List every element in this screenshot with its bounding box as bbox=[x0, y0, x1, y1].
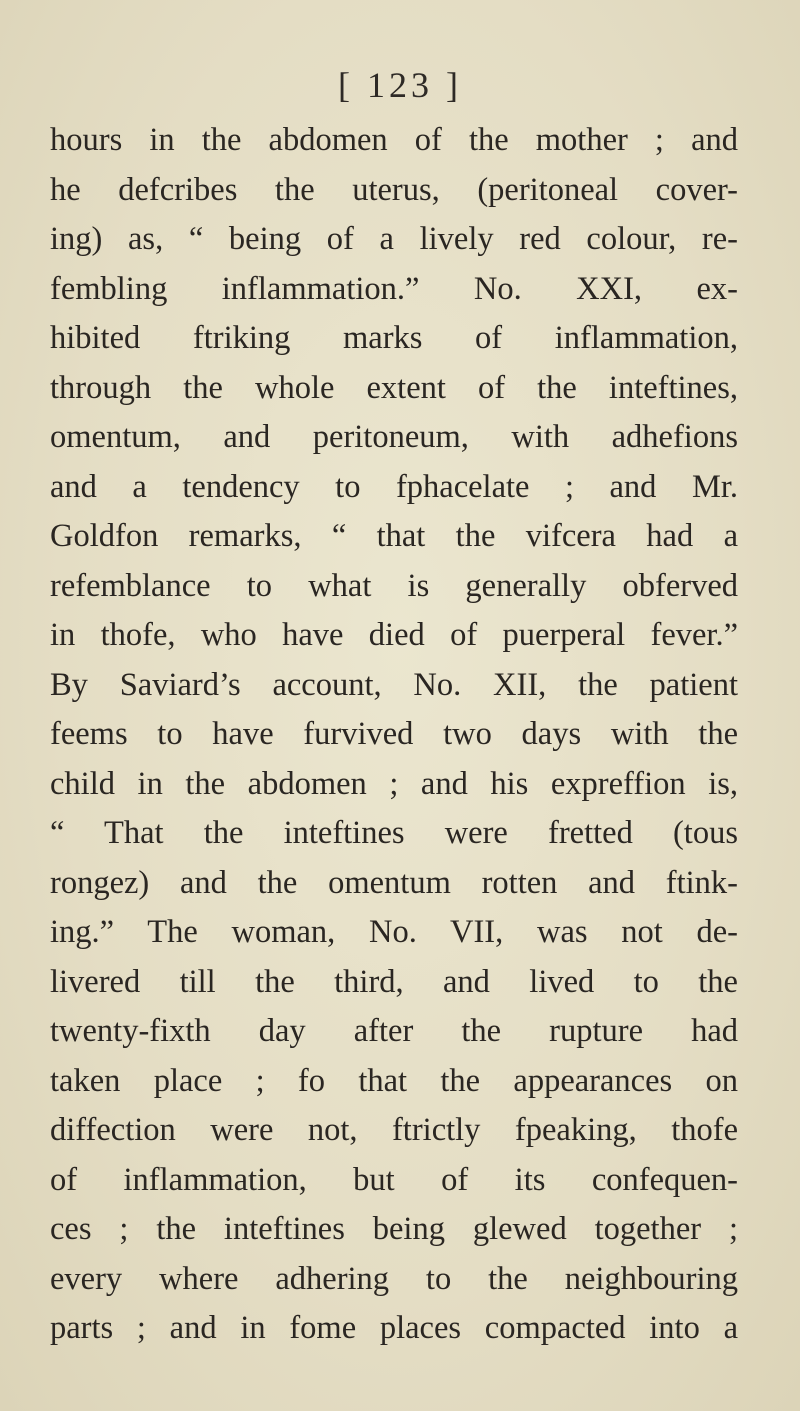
text-line: and a tendency to fphacelate ; and Mr. bbox=[50, 468, 738, 505]
text-line: of inflammation, but of its confequen- bbox=[50, 1161, 738, 1198]
text-line: every where adhering to the neighbouring bbox=[50, 1260, 738, 1297]
text-line: refemblance to what is generally obferved bbox=[50, 567, 738, 604]
text-line: “ That the inteftines were fretted (tous bbox=[50, 815, 738, 851]
text-line: Goldfon remarks, “ that the vifcera had a bbox=[50, 518, 738, 554]
text-line: omentum, and peritoneum, with adhefions bbox=[50, 419, 738, 455]
text-line: ces ; the inteftines being glewed together ; bbox=[50, 1211, 738, 1247]
text-line: ing.” The woman, No. VII, was not de- bbox=[50, 914, 738, 950]
text-line: twenty-fixth day after the rupture had bbox=[50, 1013, 738, 1049]
text-line: livered till the third, and lived to the bbox=[50, 963, 738, 1000]
text-line: he defcribes the uterus, (peritoneal cover- bbox=[50, 171, 738, 208]
text-line: in thofe, who have died of puerperal fever.” bbox=[50, 617, 738, 653]
text-line: hibited ftriking marks of inflammation, bbox=[50, 320, 738, 356]
text-line: diffection were not, ftrictly fpeaking, thofe bbox=[50, 1112, 738, 1148]
body-text bbox=[50, 116, 738, 1354]
text-line: feems to have furvived two days with the bbox=[50, 716, 738, 752]
text-line: ing) as, “ being of a lively red colour, re- bbox=[50, 221, 738, 257]
text-line: rongez) and the omentum rotten and ftink- bbox=[50, 864, 738, 901]
text-line: through the whole extent of the inteftines, bbox=[50, 369, 738, 406]
text-line: taken place ; fo that the appearances on bbox=[50, 1062, 738, 1099]
page-number: [ 123 ] bbox=[338, 65, 462, 105]
text-line: hours in the abdomen of the mother ; and bbox=[50, 122, 738, 158]
text-line: By Saviard’s account, No. XII, the patient bbox=[50, 666, 738, 703]
text-line: parts ; and in fome places compacted into a bbox=[50, 1310, 738, 1346]
text-line: child in the abdomen ; and his expreffion is, bbox=[50, 765, 738, 802]
text-line: fembling inflammation.” No. XXI, ex- bbox=[50, 270, 738, 307]
